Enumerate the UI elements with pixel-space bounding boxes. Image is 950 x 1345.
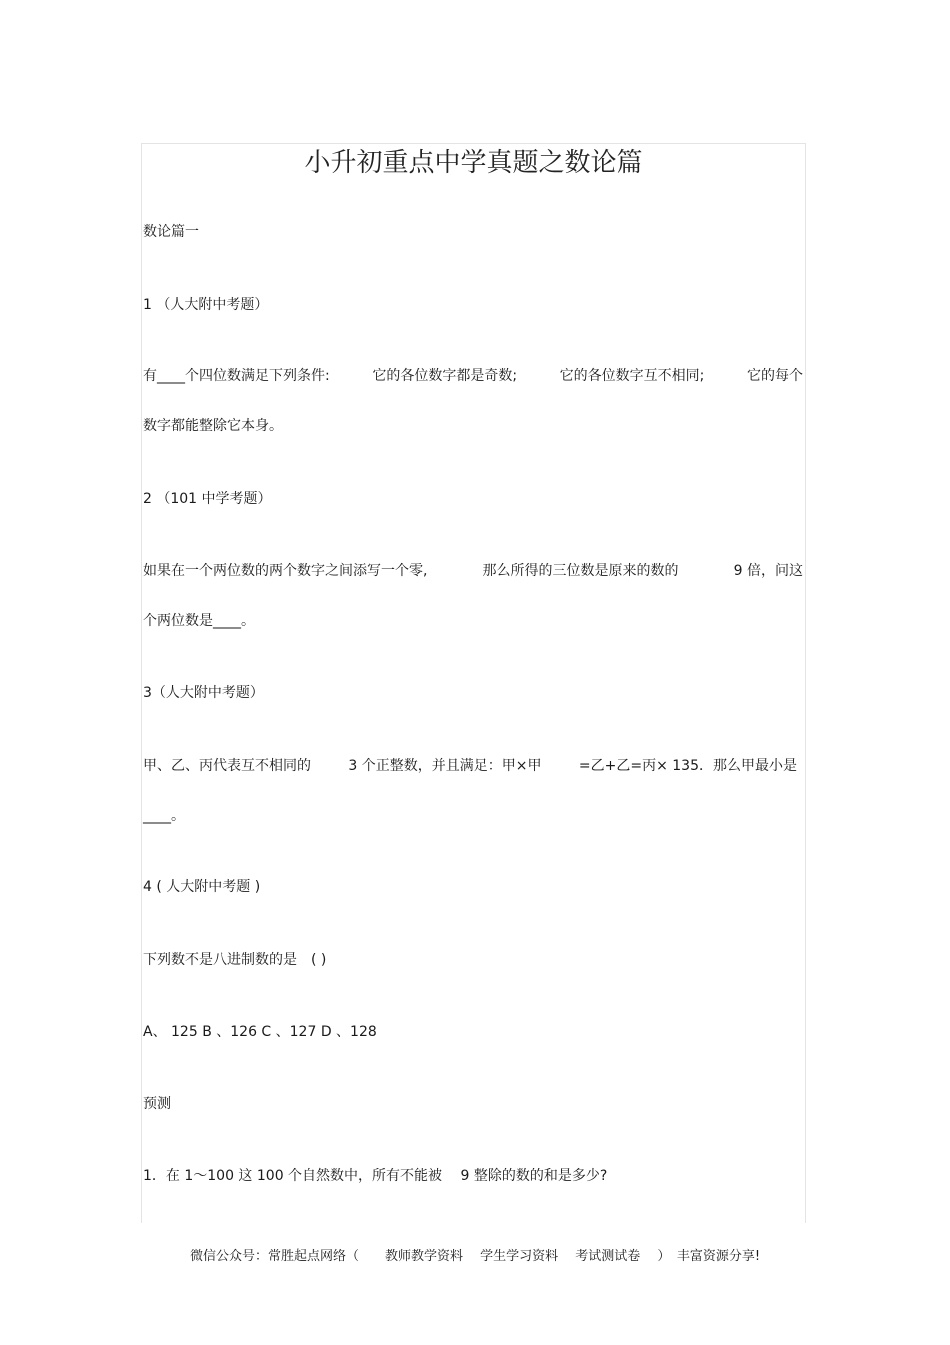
question-1-header: 1 （人大附中考题） — [143, 297, 269, 313]
question-2-segment: 那么所得的三位数是原来的数的 — [482, 563, 679, 579]
question-4-text: 下列数不是八进制数的是 ( ) — [143, 952, 327, 968]
question-2-segment: 如果在一个两位数的两个数字之间添写一个零, — [143, 563, 428, 579]
question-2-text-line-2: 个两位数是____。 — [143, 613, 255, 629]
question-1-segment: 它的各位数字都是奇数; — [372, 368, 518, 384]
question-1-text-line-2: 数字都能整除它本身。 — [143, 418, 283, 434]
question-1-segment: 它的每个 — [746, 368, 803, 384]
question-3-segment: 甲、乙、丙代表互不相同的 — [143, 758, 311, 774]
question-2-text-line-1 — [143, 561, 803, 581]
question-3-text-line-1 — [143, 756, 797, 776]
question-1-segment: 它的各位数字互不相同; — [559, 368, 705, 384]
question-2-header: 2 （101 中学考题） — [143, 491, 272, 507]
document-title: 小升初重点中学真题之数论篇 — [304, 148, 643, 178]
question-2-segment: 9 倍，问这 — [733, 563, 803, 579]
section-heading-prediction: 预测 — [143, 1096, 171, 1112]
question-3-segment: =乙+乙=丙× 135．那么甲最小是 — [578, 758, 797, 774]
question-4-header: 4 ( 人大附中考题 ) — [143, 879, 261, 895]
question-3-text-line-2: ____。 — [143, 808, 185, 824]
question-3-segment: 3 个正整数，并且满足：甲×甲 — [348, 758, 542, 774]
question-3-header: 3（人大附中考题） — [143, 685, 264, 701]
question-4-options: A、 125 B 、126 C 、127 D 、128 — [143, 1024, 377, 1040]
footer-note: 微信公众号：常胜起点网络（ 教师教学资料 学生学习资料 考试测试卷 ） 丰富资源分享! — [189, 1249, 761, 1264]
question-1-segment: 有____个四位数满足下列条件: — [143, 368, 330, 384]
question-1-text-line-1 — [143, 366, 803, 386]
prediction-question-1: 1．在 1～100 这 100 个自然数中，所有不能被 9 整除的数的和是多少? — [143, 1168, 608, 1184]
section-heading-number-theory: 数论篇一 — [143, 224, 199, 240]
